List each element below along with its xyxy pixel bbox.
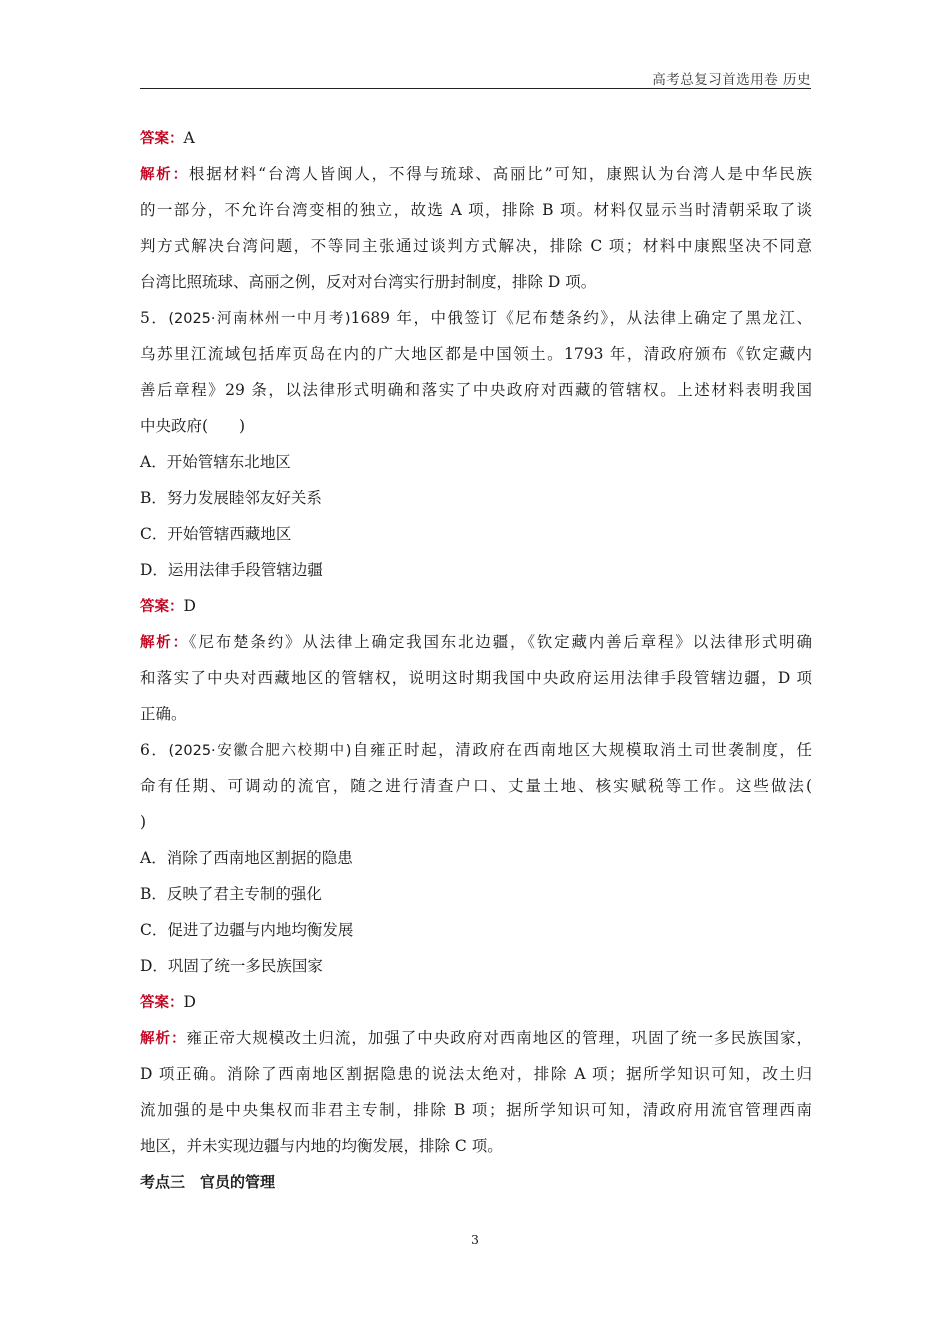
- q5-number: 5．: [140, 309, 169, 327]
- q6-answer: 答案：D: [140, 993, 196, 1011]
- q5-analysis-line-1: 解析：《尼布楚条约》从法律上确定我国东北边疆，《钦定藏内善后章程》以法律形式明确: [140, 633, 812, 651]
- q5-stem-line-1: 5．(2025·河南林州一中月考)1689 年，中俄签订《尼布楚条约》，从法律上确定了黑龙江、: [140, 309, 812, 327]
- q6-answer-value: D: [183, 993, 196, 1011]
- q5-stem-line-4: 中央政府( ): [140, 417, 246, 435]
- q4-analysis-line-4: 台湾比照琉球、高丽之例，反对对台湾实行册封制度，排除 D 项。: [140, 273, 597, 291]
- q5-answer-value: D: [183, 597, 196, 615]
- analysis-label: 解析：: [140, 167, 189, 183]
- q6-option-c: C．促进了边疆与内地均衡发展: [140, 921, 354, 939]
- q6-source: (2025·安徽合肥六校期中): [168, 743, 352, 759]
- q4-analysis-line-1: 解析：根据材料“台湾人皆闽人，不得与琉球、高丽比”可知，康熙认为台湾人是中华民族: [140, 165, 813, 183]
- q5-option-c: C．开始管辖西藏地区: [140, 525, 292, 543]
- q6-stem-line-1: 6．(2025·安徽合肥六校期中)自雍正时起，清政府在西南地区大规模取消土司世袭制度，任: [140, 741, 812, 759]
- q5-analysis-line-2: 和落实了中央对西藏地区的管辖权，说明这时期我国中央政府运用法律手段管辖边疆，D 项: [140, 669, 812, 687]
- q5-answer: 答案：D: [140, 597, 196, 615]
- q5-option-a: A．开始管辖东北地区: [140, 453, 291, 471]
- q5-stem-line-3: 善后章程》29 条，以法律形式明确和落实了中央政府对西藏的管辖权。上述材料表明我国: [140, 381, 812, 399]
- q5-stem-line-2: 乌苏里江流域包括库页岛在内的广大地区都是中国领土。1793 年，清政府颁布《钦定藏内: [140, 345, 812, 363]
- q4-analysis-line-2: 的一部分，不允许台湾变相的独立，故选 A 项，排除 B 项。材料仅显示当时清朝采取了谈: [140, 201, 812, 219]
- q4-answer: [140, 124, 812, 160]
- section-title: 考点三 官员的管理: [140, 1173, 276, 1191]
- page-content: [140, 124, 812, 1204]
- q5-analysis-line-3: 正确。: [140, 705, 187, 723]
- page-number: 3: [471, 1232, 479, 1247]
- q6-stem-line-3: ): [140, 813, 147, 831]
- q5-option-b: B．努力发展睦邻友好关系: [140, 489, 322, 507]
- q4-answer-value: A: [183, 129, 195, 147]
- q6-stem-line-2: 命有任期、可调动的流官，随之进行清查户口、丈量土地、核实赋税等工作。这些做法(: [140, 777, 812, 795]
- q6-option-a: A．消除了西南地区割据的隐患: [140, 849, 353, 867]
- q6-analysis-line-1: 解析：雍正帝大规模改土归流，加强了中央政府对西南地区的管理，巩固了统一多民族国家，: [140, 1029, 812, 1047]
- q6-option-d: D．巩固了统一多民族国家: [140, 957, 323, 975]
- page-header: [140, 66, 811, 89]
- q6-analysis-line-4: 地区，并未实现边疆与内地的均衡发展，排除 C 项。: [140, 1137, 503, 1155]
- answer-label: 答案：: [140, 131, 184, 147]
- q6-analysis-line-3: 流加强的是中央集权而非君主专制，排除 B 项；据所学知识可知，清政府用流官管理西南: [140, 1101, 812, 1119]
- q5-source: (2025·河南林州一中月考): [168, 311, 351, 327]
- q4-analysis-line-3: 判方式解决台湾问题，不等同主张通过谈判方式解决，排除 C 项；材料中康熙坚决不同意: [140, 237, 812, 255]
- header-title: 高考总复习首选用卷 历史: [652, 72, 811, 88]
- q6-number: 6．: [140, 741, 169, 759]
- q5-option-d: D．运用法律手段管辖边疆: [140, 561, 323, 579]
- q6-option-b: B．反映了君主专制的强化: [140, 885, 322, 903]
- q6-analysis-line-2: D 项正确。消除了西南地区割据隐患的说法太绝对，排除 A 项；据所学知识可知，改土归: [140, 1065, 812, 1083]
